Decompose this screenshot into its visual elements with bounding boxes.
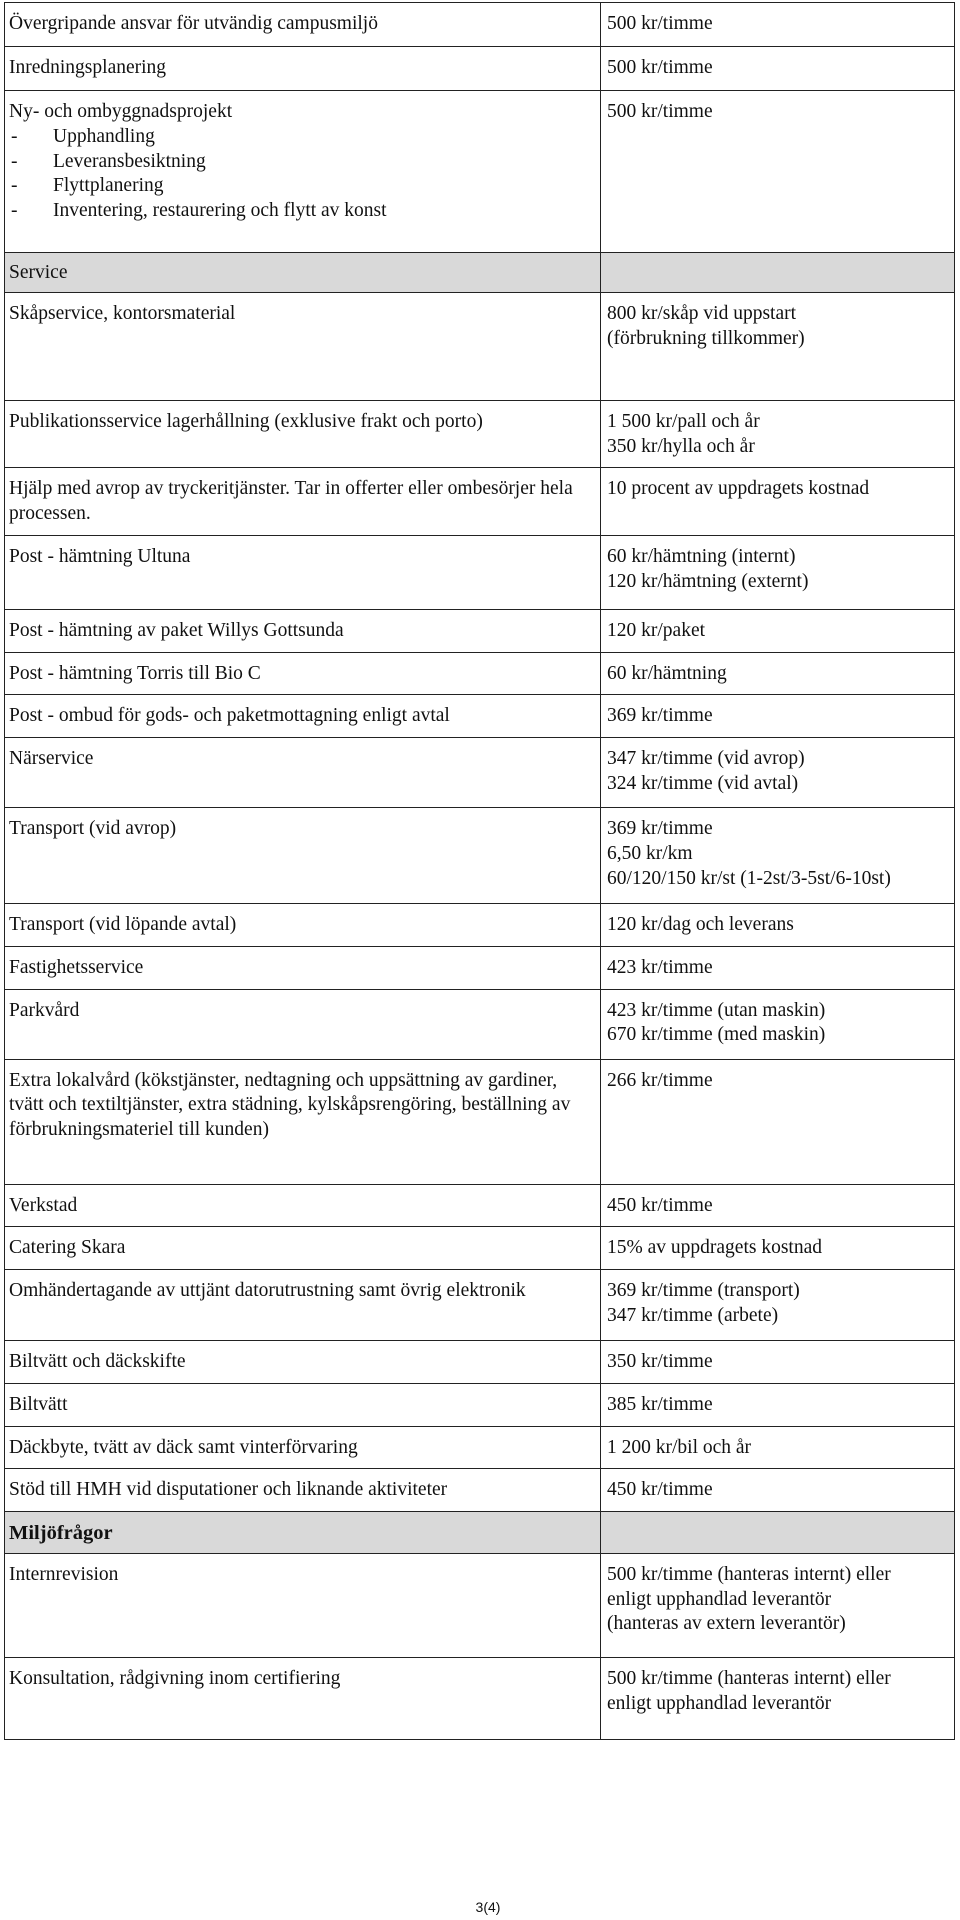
price-value: 6,50 kr/km xyxy=(607,842,693,864)
price-value: 15% av uppdragets kostnad xyxy=(607,1237,822,1259)
price-value: 347 kr/timme (vid avrop) xyxy=(607,748,805,769)
price-cell xyxy=(601,946,955,989)
sub-item-label: Leveransbesiktning xyxy=(53,150,206,172)
price-cell xyxy=(601,47,955,91)
dash-bullet xyxy=(9,199,53,224)
service-cell xyxy=(5,1341,601,1384)
table-row xyxy=(5,989,955,1059)
price-cell xyxy=(601,1383,955,1426)
price-value: 347 kr/timme (arbete) xyxy=(607,1304,779,1326)
service-cell xyxy=(5,400,601,468)
table-row xyxy=(5,47,955,91)
service-name: Omhändertagande av uttjänt datorutrustning samt övrig elektronik xyxy=(9,1280,526,1301)
service-name: Post - hämtning Torris till Bio C xyxy=(9,662,261,684)
service-name: Biltvätt och däckskifte xyxy=(9,1351,186,1372)
price-cell xyxy=(601,535,955,609)
page-number: 3(4) xyxy=(475,1899,501,1915)
price-value: 670 kr/timme (med maskin) xyxy=(607,1024,826,1046)
price-value: 60 kr/hämtning xyxy=(607,662,727,684)
service-cell xyxy=(5,946,601,989)
service-cell xyxy=(5,738,601,808)
price-cell xyxy=(601,609,955,652)
price-value: 350 kr/timme xyxy=(607,1351,713,1372)
price-cell xyxy=(601,1512,955,1554)
service-cell xyxy=(5,1270,601,1341)
price-cell xyxy=(601,292,955,400)
service-cell xyxy=(5,1059,601,1184)
service-cell xyxy=(5,1469,601,1512)
service-cell xyxy=(5,609,601,652)
table-row xyxy=(5,1383,955,1426)
section-row xyxy=(5,253,955,293)
price-cell xyxy=(601,652,955,695)
price-value: enligt upphandlad leverantör xyxy=(607,1692,832,1714)
service-cell xyxy=(5,695,601,738)
dash-bullet xyxy=(9,150,53,175)
price-value: 423 kr/timme (utan maskin) xyxy=(607,999,826,1021)
price-value: 423 kr/timme xyxy=(607,956,713,978)
service-name: Fastighetsservice xyxy=(9,956,144,978)
table-row xyxy=(5,400,955,468)
service-name: Övergripande ansvar för utvändig campusmiljö xyxy=(9,13,378,34)
service-name: Parkvård xyxy=(9,999,80,1021)
table-row xyxy=(5,1469,955,1512)
price-value: enligt upphandlad leverantör xyxy=(607,1588,832,1610)
price-cell xyxy=(601,1657,955,1739)
service-cell xyxy=(5,1227,601,1270)
sub-item xyxy=(9,199,595,224)
price-value: 369 kr/timme xyxy=(607,705,713,727)
price-value: 120 kr/paket xyxy=(607,619,706,641)
dash-bullet xyxy=(9,174,53,199)
table-row xyxy=(5,91,955,253)
service-cell xyxy=(5,1426,601,1469)
service-name: Konsultation, rådgivning inom certifiering xyxy=(9,1667,341,1689)
price-cell xyxy=(601,989,955,1059)
service-cell xyxy=(5,652,601,695)
service-cell xyxy=(5,1657,601,1739)
service-name: Hjälp med avrop av tryckeritjänster. Tar in offerter eller ombesörjer hela processen. xyxy=(9,478,573,524)
table-row xyxy=(5,946,955,989)
price-cell xyxy=(601,808,955,904)
sub-item xyxy=(9,150,595,175)
service-cell xyxy=(5,808,601,904)
price-cell xyxy=(601,400,955,468)
price-cell xyxy=(601,904,955,947)
price-cell xyxy=(601,1270,955,1341)
price-cell xyxy=(601,1553,955,1657)
service-name: Internrevision xyxy=(9,1563,119,1585)
table-row xyxy=(5,3,955,47)
sub-item xyxy=(9,174,595,199)
price-table-body xyxy=(5,3,955,1740)
service-cell xyxy=(5,292,601,400)
service-cell xyxy=(5,1553,601,1657)
table-row xyxy=(5,1184,955,1227)
price-cell xyxy=(601,1426,955,1469)
service-name: Publikationsservice lagerhållning (exklusive frakt och porto) xyxy=(9,410,483,432)
sub-item-label: Inventering, restaurering och flytt av konst xyxy=(53,200,387,221)
price-value: 500 kr/timme xyxy=(607,57,713,78)
price-value: 500 kr/timme (hanteras internt) eller xyxy=(607,1563,891,1585)
sub-item-label: Flyttplanering xyxy=(53,175,164,197)
service-cell xyxy=(5,47,601,91)
price-cell xyxy=(601,91,955,253)
price-value: 324 kr/timme (vid avtal) xyxy=(607,772,799,794)
price-value: (förbrukning tillkommer) xyxy=(607,327,805,349)
price-value: 1 500 kr/pall och år xyxy=(607,410,760,432)
service-cell xyxy=(5,535,601,609)
price-value: 120 kr/dag och leverans xyxy=(607,914,794,935)
price-cell xyxy=(601,468,955,536)
price-cell xyxy=(601,1341,955,1384)
service-cell xyxy=(5,1512,601,1554)
service-cell xyxy=(5,989,601,1059)
service-cell xyxy=(5,904,601,947)
service-name: Närservice xyxy=(9,748,94,769)
table-row xyxy=(5,904,955,947)
price-cell xyxy=(601,1469,955,1512)
price-list-page xyxy=(4,2,954,1740)
table-row xyxy=(5,1059,955,1184)
price-value: 1 200 kr/bil och år xyxy=(607,1436,752,1458)
price-value: 500 kr/timme xyxy=(607,13,713,34)
service-name: Post - ombud för gods- och paketmottagning enligt avtal xyxy=(9,705,450,727)
price-value: (hanteras av extern leverantör) xyxy=(607,1613,846,1635)
service-cell xyxy=(5,91,601,253)
dash-bullet xyxy=(9,125,53,150)
price-value: 500 kr/timme (hanteras internt) eller xyxy=(607,1667,891,1689)
table-row xyxy=(5,1657,955,1739)
price-cell xyxy=(601,253,955,293)
price-value: 60/120/150 kr/st (1-2st/3-5st/6-10st) xyxy=(607,867,891,889)
service-name: Skåpservice, kontorsmaterial xyxy=(9,302,236,324)
price-cell xyxy=(601,738,955,808)
table-row xyxy=(5,468,955,536)
table-row xyxy=(5,292,955,400)
service-name: Post - hämtning Ultuna xyxy=(9,545,191,567)
price-cell xyxy=(601,1059,955,1184)
service-name: Inredningsplanering xyxy=(9,57,167,78)
price-value: 10 procent av uppdragets kostnad xyxy=(607,478,870,500)
service-cell xyxy=(5,3,601,47)
table-row xyxy=(5,738,955,808)
table-row xyxy=(5,1341,955,1384)
table-row xyxy=(5,1426,955,1469)
price-cell xyxy=(601,695,955,738)
service-cell xyxy=(5,1184,601,1227)
price-value: 385 kr/timme xyxy=(607,1393,713,1415)
price-value: 266 kr/timme xyxy=(607,1069,713,1091)
price-cell xyxy=(601,3,955,47)
sub-item xyxy=(9,125,595,150)
sub-item-label: Upphandling xyxy=(53,125,155,147)
price-cell xyxy=(601,1184,955,1227)
price-value: 120 kr/hämtning (externt) xyxy=(607,570,809,592)
price-value: 450 kr/timme xyxy=(607,1194,713,1216)
service-name: Biltvätt xyxy=(9,1393,68,1415)
service-name: Extra lokalvård (kökstjänster, nedtagning och uppsättning av gardiner, tvätt och textiltjänster, extra städning, kylskåpsrengöring, beställning av förbrukningsmateriel till kunden) xyxy=(9,1069,571,1140)
price-cell xyxy=(601,1227,955,1270)
table-row xyxy=(5,1553,955,1657)
table-row xyxy=(5,808,955,904)
service-name: Ny- och ombyggnadsprojekt xyxy=(9,101,233,122)
section-row xyxy=(5,1512,955,1554)
price-value: 500 kr/timme xyxy=(607,101,713,122)
service-name: Däckbyte, tvätt av däck samt vinterförvaring xyxy=(9,1436,358,1458)
price-value: 60 kr/hämtning (internt) xyxy=(607,545,796,567)
service-name: Transport (vid avrop) xyxy=(9,818,177,839)
price-value: 450 kr/timme xyxy=(607,1479,713,1501)
table-row xyxy=(5,1227,955,1270)
price-value: 369 kr/timme (transport) xyxy=(607,1280,800,1301)
service-name: Transport (vid löpande avtal) xyxy=(9,914,237,935)
section-heading: Service xyxy=(9,262,68,283)
price-value: 350 kr/hylla och år xyxy=(607,435,755,457)
service-cell xyxy=(5,468,601,536)
service-cell xyxy=(5,1383,601,1426)
table-row xyxy=(5,652,955,695)
table-row xyxy=(5,695,955,738)
price-table xyxy=(4,2,955,1740)
section-heading: Miljöfrågor xyxy=(9,1522,113,1544)
table-row xyxy=(5,535,955,609)
table-row xyxy=(5,609,955,652)
price-value: 369 kr/timme xyxy=(607,818,713,839)
table-row xyxy=(5,1270,955,1341)
service-cell xyxy=(5,253,601,293)
service-name: Verkstad xyxy=(9,1194,78,1216)
service-name: Post - hämtning av paket Willys Gottsunda xyxy=(9,619,344,641)
service-name: Stöd till HMH vid disputationer och liknande aktiviteter xyxy=(9,1479,448,1501)
price-value: 800 kr/skåp vid uppstart xyxy=(607,302,797,324)
service-name: Catering Skara xyxy=(9,1237,126,1259)
